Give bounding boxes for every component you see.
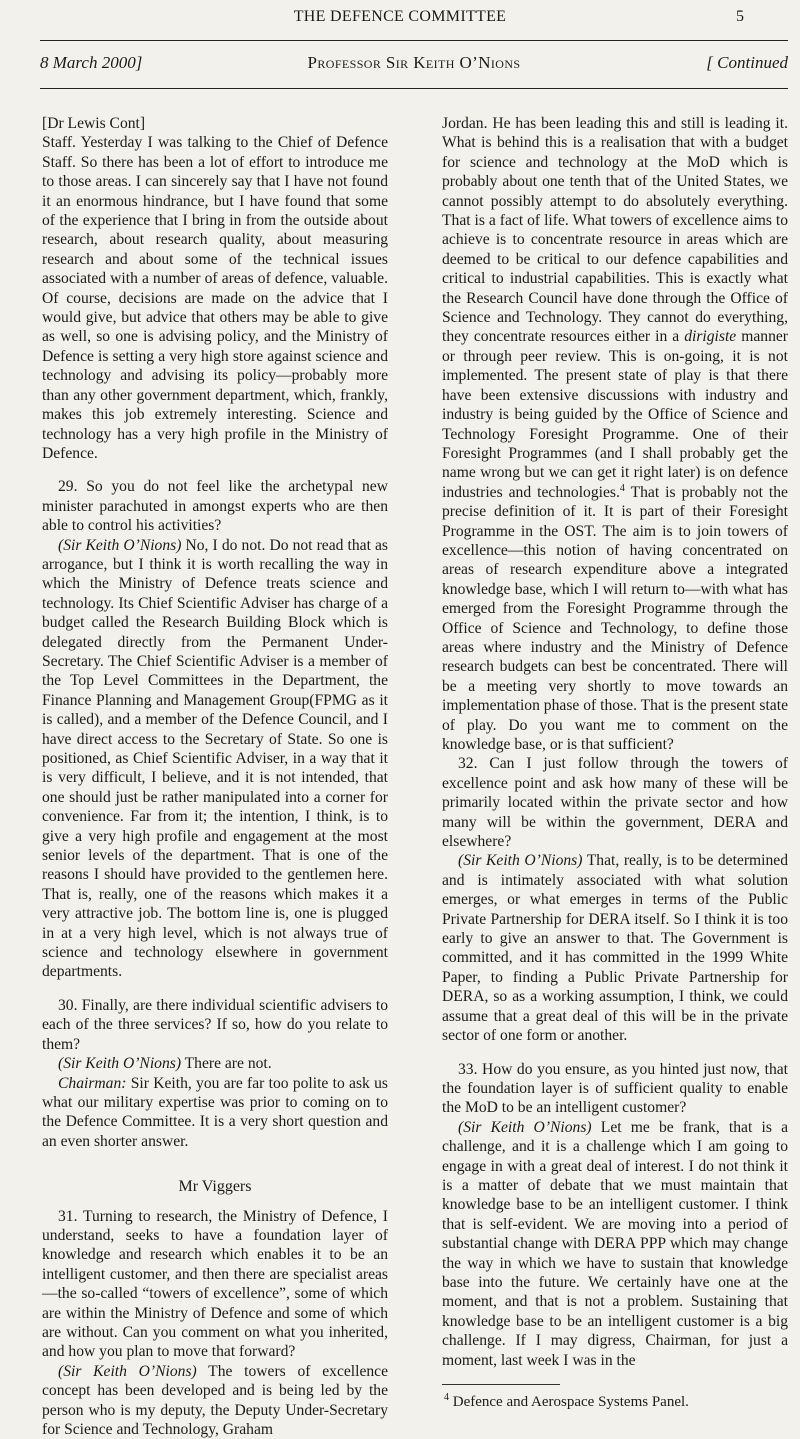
footnote-marker: 4 — [444, 1392, 449, 1403]
answer-33 — [442, 1118, 788, 1370]
running-head-rule — [40, 88, 788, 89]
paragraph-text: manner or through peer review. This is on-going, it is not implemented. The present state of play is that there have been extensive discussions with industry and industry is being guided by the Office of Science and Technology Foresight Programme. One of their Foresight Programmes (and I shall probably get the name wrong but we can get it right later) is on defence industries and technologies. — [442, 328, 788, 501]
answer-text: Let me be frank, that is a challenge, and it is a challenge which I am going to engage in with a great deal of interest. I do not think it is a matter of debate that we must maintain that knowledge base to be an intelligent customer. I think that is self-evident. We are moving into a period of substantial change with DERA PPP which may change the way in which we have to sustain that knowledge base into the future. We certainly have one at the moment, and that is not a problem. Sustaining that knowledge base to be an intelligent customer is a big challenge. If I may digress, Chairman, for just a moment, last week I was in the — [442, 1118, 789, 1369]
question-29: 29. So you do not feel like the archetypal new minister parachuted in amongst experts who are then able to control his activities? — [42, 478, 388, 535]
question-30: 30. Finally, are there individual scientific advisers to each of the three services? If so, how do you relate to them? — [42, 996, 388, 1053]
footnote-text: Defence and Aerospace Systems Panel. — [449, 1394, 689, 1410]
answer-31 — [42, 1362, 388, 1439]
chairman-label: Chairman: — [58, 1074, 127, 1092]
paragraph-text: That is probably not the precise definition of it. It is part of their Foresight Programme in the OST. The aim is to join towers of excellence—this notion of having concentrated on areas of research expenditure above a integrated knowledge base, which I will return to—with what has emerged from the Foresight Programme through the Office of Science and Technology, to define those areas where industry and the Ministry of Defence research budgets can best be concentrated. There will be a meeting very shortly to move towards an implementation phase of those. That is the present state of play. Do you want me to comment on the knowledge base, or is that sufficient? — [442, 483, 788, 753]
question-31: 31. Turning to research, the Ministry of Defence, I understand, seeks to have a foundation layer of knowledge and research which enables it to be an intelligent customer, and then there are specialist areas—the so-called “towers of excellence”, some of which are within the Ministry of Defence and some of which are without. Can you comment on what you inherited, and how you plan to move that forward? — [42, 1207, 388, 1361]
continued-label: [ Continued — [706, 53, 788, 72]
question-32: 32. Can I just follow through the towers of excellence point and ask how many of these will be primarily located within the private sector and how many will be within the government, DERA and elsewhere? — [442, 755, 788, 851]
page-number: 5 — [736, 8, 744, 25]
chairman-remark — [42, 1074, 388, 1152]
speaker-heading: Mr Viggers — [178, 1178, 252, 1196]
page-header-title: THE DEFENCE COMMITTEE — [293, 8, 507, 25]
answer-32 — [442, 851, 788, 1045]
hearing-date: 8 March 2000] — [40, 53, 143, 72]
speaker-continuation-label: [Dr Lewis Cont] — [42, 115, 146, 132]
answer-text: The towers of excellence concept has been developed and is being led by the person who is my deputy, the Deputy Under-Secretary for Science and Technology, Graham — [42, 1362, 389, 1438]
footnote — [442, 1393, 788, 1411]
answer-text: No, I do not. Do not read that as arrogance, but I think it is worth recalling the way in which the Ministry of Defence treats science and technology. Its Chief Scientific Adviser has charge of a budget called the Research Building Block which is delegated directly from the Permanent Under-Secretary. The Chief Scientific Adviser is a member of the Top Level Committees in the Department, the Finance Planning and Management Group(FPMG as it is called), and a member of the Defence Council, and I have direct access to the Secretary of State. So one is positioned, as Chief Scientific Adviser, in a way that it is very difficult, I believe, and it is not intended, that one should just be rather manipulated into a corner for convenience. Far from it; the intention, I think, is to give a very high profile and engagement at the most senior levels of the department. That is one of the reasons I should have provided to the gentlemen here. That is, really, one of the reasons which makes it a very attractive job. The bottom line is, one is plugged in at a very high level, which is not always true of science and technology elsewhere in government departments. — [42, 536, 389, 981]
left-column — [42, 114, 388, 1439]
footnote-rule — [442, 1384, 560, 1385]
answer-speaker: (Sir Keith O’Nions) — [58, 1055, 182, 1073]
answer-speaker: (Sir Keith O’Nions) — [458, 1118, 592, 1136]
answer-text: That, really, is to be determined and is intimately associated with what solution emerges, or what emerges in terms of the Public Private Partnership for DERA itself. So I think it is too early to give an answer to that. The Government is committed, and it has committed in the 1999 White Paper, to finding a Public Private Partnership for DERA, so as a working assumption, I think, we could assume that a great deal of this will be in the private sector of one form or another. — [442, 852, 788, 1045]
answer-29 — [42, 536, 388, 982]
witness-name: Professor Sir Keith O’Nions — [307, 53, 521, 72]
answer-speaker: (Sir Keith O’Nions) — [458, 852, 583, 870]
running-head — [40, 53, 788, 77]
paragraph-text: Jordan. He has been leading this and still is leading it. What is behind this is a realisation that with a budget for science and technology at the MoD which is probably about one tenth that of the United States, we cannot possibly attempt to do absolutely everything. That is a fact of life. What towers of excellence aims to achieve is to concentrate resource in areas which are deemed to be critical to our defence capabilities and critical to industrial capabilities. This is exactly what the Research Council have done through the Office of Science and Technology. They cannot do everything, they concentrate resources either in a — [442, 115, 788, 346]
question-33: 33. How do you ensure, as you hinted just now, that the foundation layer is of sufficient quality to enable the MoD to be an intelligent customer? — [442, 1060, 788, 1117]
paragraph — [442, 114, 788, 754]
chairman-text: Sir Keith, you are far too polite to ask us what our military expertise was prior to coming on to the Defence Committee. It is a very short question and an even shorter answer. — [42, 1074, 388, 1150]
header-rule — [40, 40, 788, 41]
answer-30 — [42, 1054, 388, 1073]
footnote-reference: 4 — [619, 482, 625, 494]
answer-speaker: (Sir Keith O’Nions) — [58, 536, 182, 554]
right-column — [442, 114, 788, 1411]
answer-speaker: (Sir Keith O’Nions) — [58, 1362, 197, 1380]
answer-text: There are not. — [181, 1055, 272, 1073]
dirigiste-term: dirigiste — [684, 328, 737, 346]
paragraph: Staff. Yesterday I was talking to the Chief of Defence Staff. So there has been a lot of effort to introduce me to those areas. I can sincerely say that I have not found it an enormous hindrance, but I have found that some of the experience that I bring in from the outside about research, about research quality, about measuring research and about some of the technical issues associated with a number of areas of defence, valuable. Of course, decisions are made on the advice that I would give, but advice that others may be able to give as well, so one is advising policy, and the Ministry of Defence is setting a very high store against science and technology and advising its policy—probably more than any other government department, which, frankly, makes this job extremely interesting. Science and technology has a very high profile in the Ministry of Defence. — [42, 134, 388, 462]
